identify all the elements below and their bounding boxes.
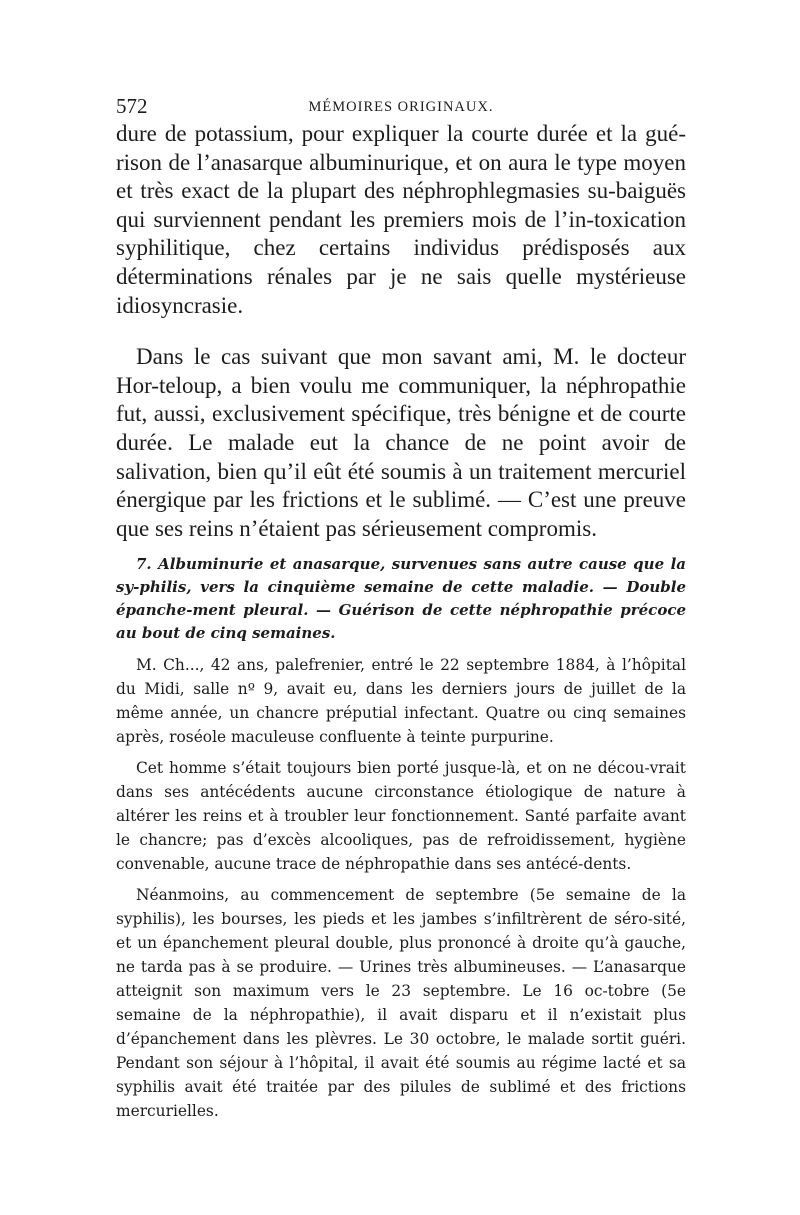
paragraph-2: Dans le cas suivant que mon savant ami, M. le docteur Hor-teloup, a bien voulu me communiquer, la néphropathie fut, aussi, exclusivement spécifique, très bénigne et de courte durée. Le malade eut la chance de ne point avoir de salivation, bien qu’il eût été soumis à un traitement mercuriel énergique par les frictions et le sublimé. — C’est une preuve que ses reins n’étaient pas sérieusement compromis.	[116, 344, 686, 541]
observation-paragraph-3: Néanmoins, au commencement de septembre (5e semaine de la syphilis), les bourses, les pieds et les jambes s’infiltrèrent de séro-sité, et un épanchement pleural double, plus prononcé à droite qu’à gauche, ne tarda pas à se produire. — Urines très albumineuses. — L’anasarque atteignit son maximum vers le 23 septembre. Le 16 oc-tobre (5e semaine de la néphropathie), il avait disparu et il n’existait plus d’épanchement dans les plèvres. Le 30 octobre, le malade sortit guéri. Pendant son séjour à l’hôpital, il avait été soumis au régime lacté et sa syphilis avait été traitée par des pilules de sublimé et des frictions mercurielles.	[116, 886, 686, 1121]
observation-paragraph-1: M. Ch..., 42 ans, palefrenier, entré le 22 septembre 1884, à l’hôpital du Midi, salle nº 9, avait eu, dans les derniers jours de juillet de la même année, un chancre préputial infectant. Quatre ou cinq semaines après, roséole maculeuse confluente à teinte purpurine.	[116, 656, 686, 747]
paragraph-1: dure de potassium, pour expliquer la courte durée et la gué-rison de l’anasarque albuminurique, et on aura le type moyen et très exact de la plupart des néphrophlegmasies su-baiguës qui surviennent pendant les premiers mois de l’in-toxication syphilitique, chez certains individus prédisposés aux déterminations rénales par je ne sais quelle mystérieuse idiosyncrasie.	[116, 121, 686, 318]
observation-heading: 7. Albuminurie et anasarque, survenues sans autre cause que la sy-philis, vers la cinquième semaine de cette maladie. — Double épanche-ment pleural. — Guérison de cette néphropathie précoce au bout de cinq semaines.	[116, 555, 686, 643]
observation-paragraph-2: Cet homme s’était toujours bien porté jusque-là, et on ne décou-vrait dans ses antécédents aucune circonstance étiologique de nature à altérer les reins et à troubler leur fonctionnement. Santé parfaite avant le chancre; pas d’excès alcooliques, pas de refroidissement, hygiène convenable, aucune trace de néphropathie dans ses antécé-dents.	[116, 759, 686, 874]
book-page	[116, 92, 686, 1123]
running-title: MÉMOIRES ORIGINAUX.	[308, 99, 494, 115]
page-number: 572	[116, 94, 148, 118]
running-head	[116, 92, 686, 120]
